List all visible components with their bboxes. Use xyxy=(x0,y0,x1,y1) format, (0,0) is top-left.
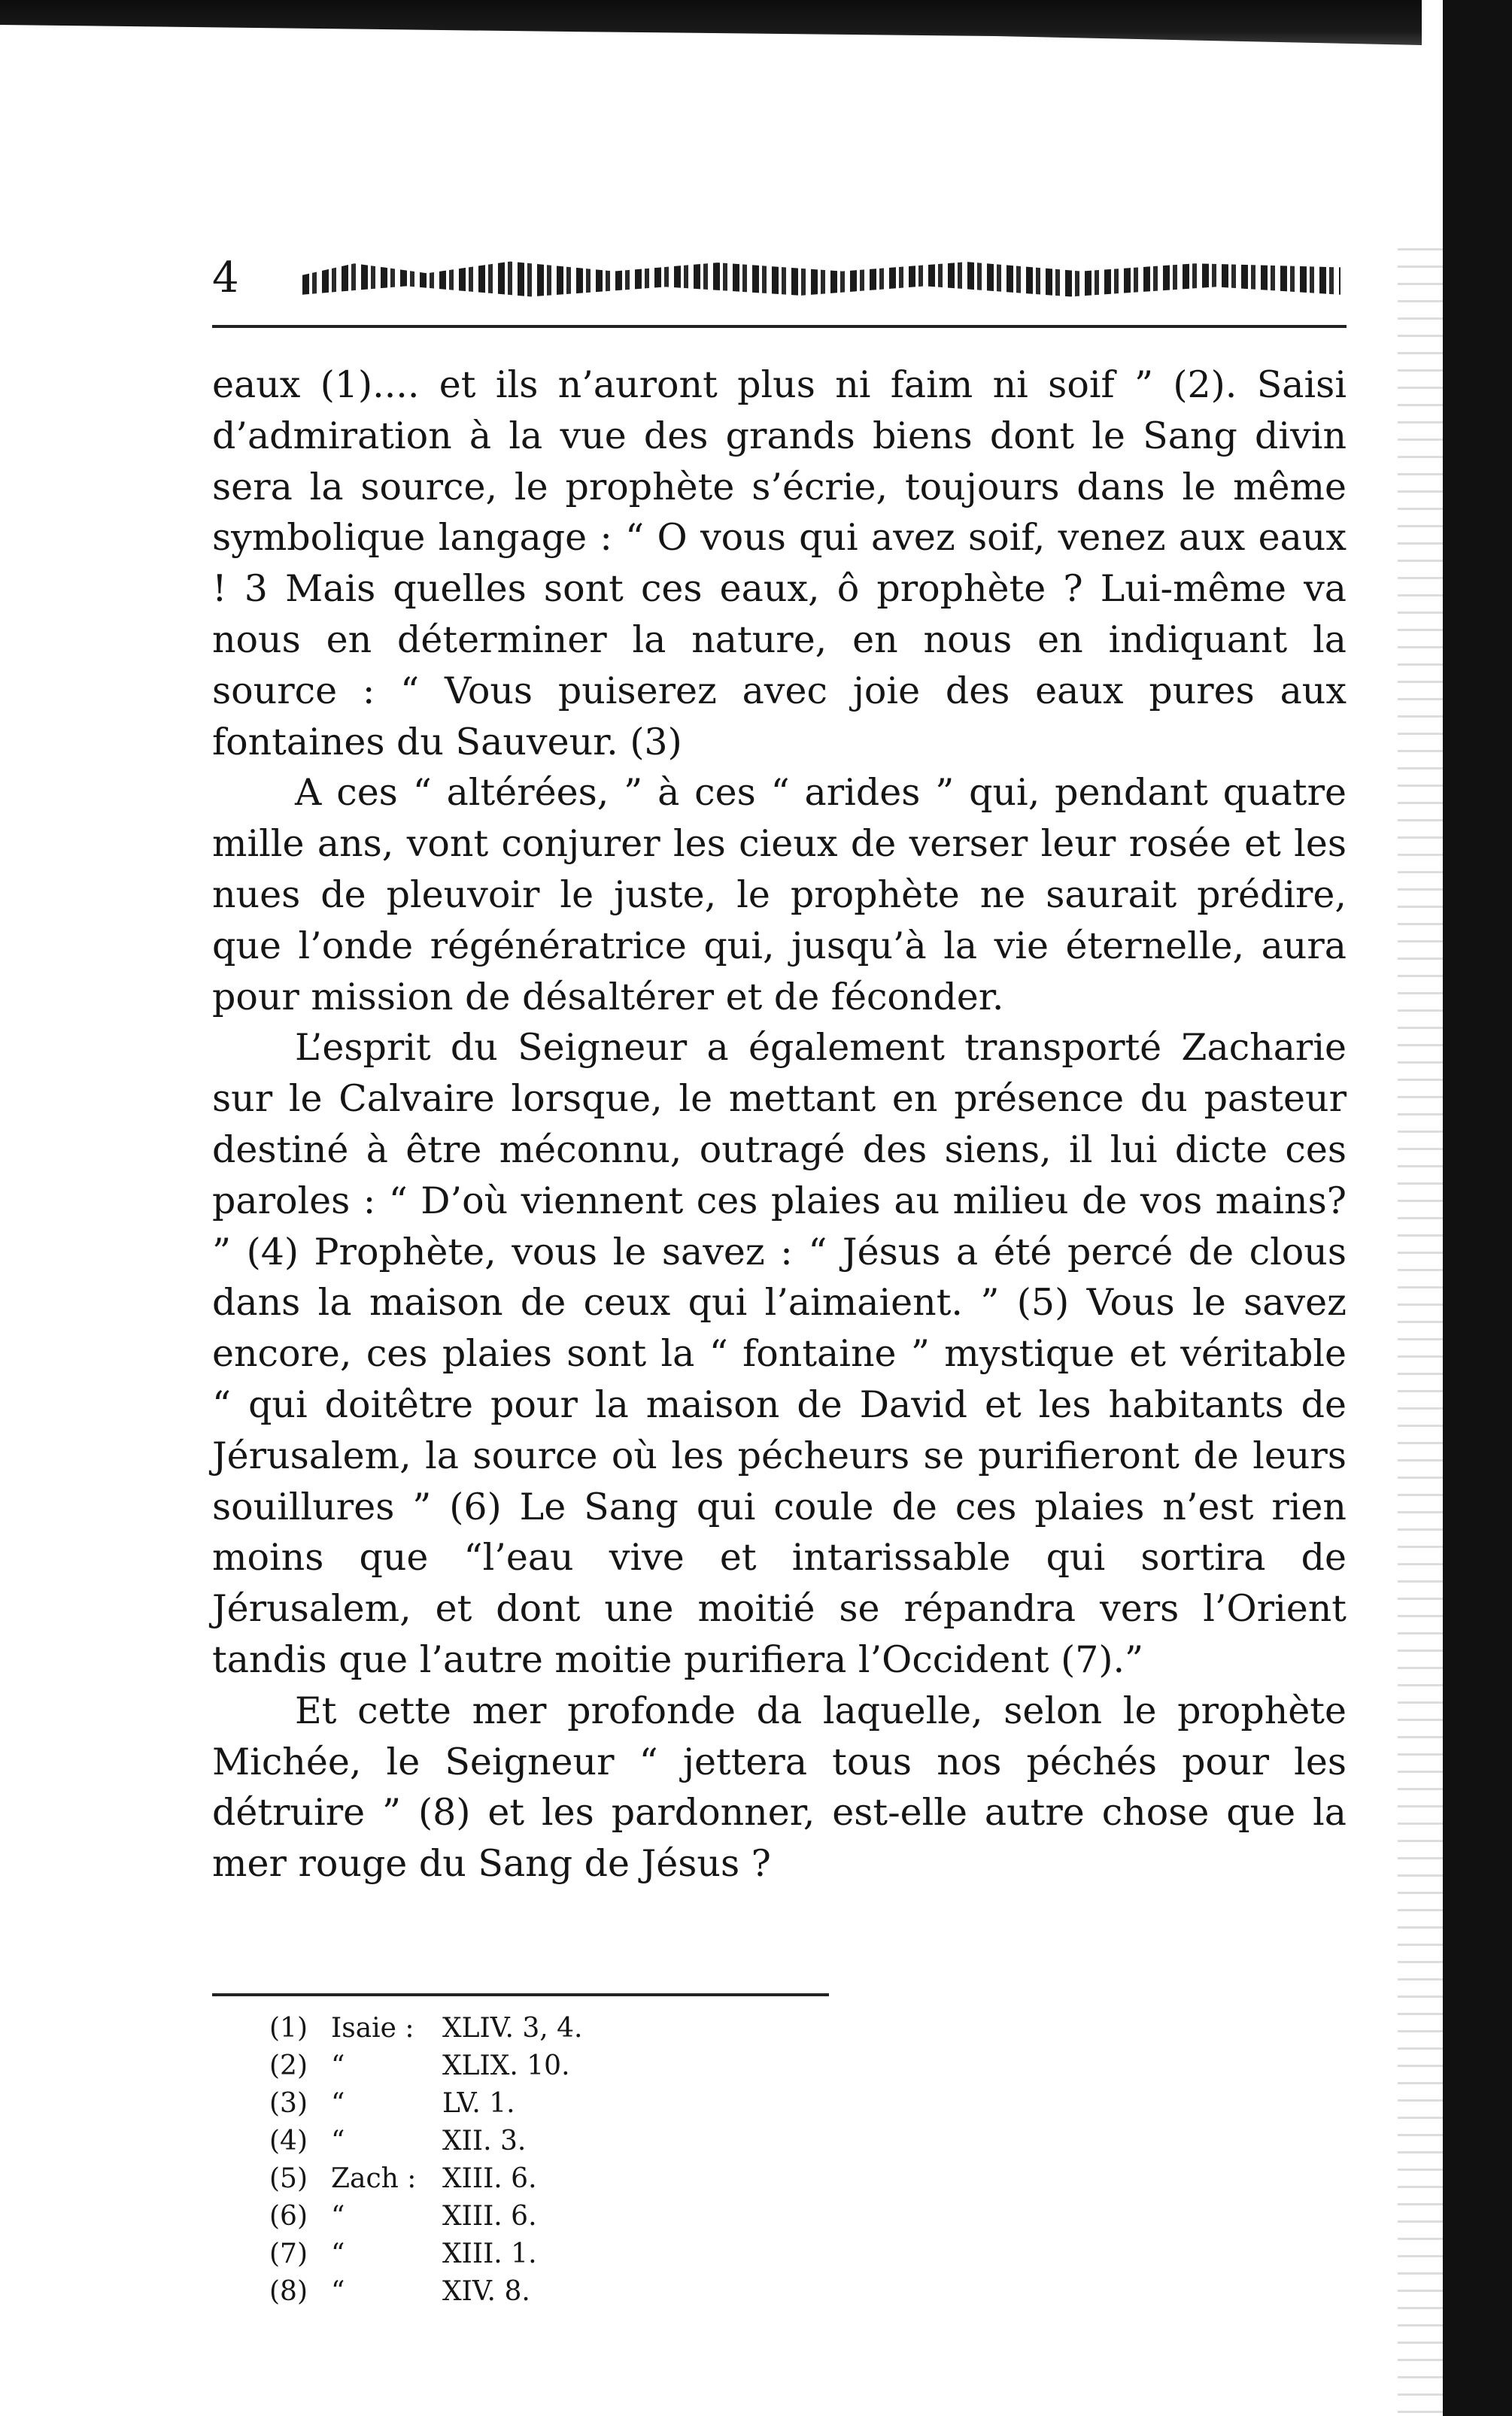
footnote-reference: XII. 3. xyxy=(442,2126,527,2156)
footnote-5 xyxy=(269,2160,946,2198)
footnote-book: “ xyxy=(331,2050,345,2081)
footnote-reference: XIII. 6. xyxy=(442,2163,537,2194)
footnote-number: (5) xyxy=(269,2163,308,2194)
scan-margin-speckle xyxy=(1398,248,1443,2414)
paragraph-2: A ces “ altérées, ” à ces “ arides ” qui, pendant quatre mille ans, vont conjurer les cieux de verser leur rosée et les nues de pleuvoir le juste, le prophète ne saurait prédire, que l’onde régénératrice qui, jusqu’à la vie éternelle, aura pour mission de désaltérer et de féconder. xyxy=(212,771,1347,1018)
paragraph-4: Et cette mer profonde da laquelle, selon le prophète Michée, le Seigneur “ jettera tous nos péchés pour les détruire ” (8) et les pardonner, est-elle autre chose que la mer rouge du Sang de Jésus ? xyxy=(212,1689,1347,1886)
footnote-book: “ xyxy=(331,2126,345,2156)
footnote-4 xyxy=(269,2123,946,2160)
footnote-number: (8) xyxy=(269,2276,308,2307)
paragraph-1: eaux (1).... et ils n’auront plus ni faim ni soif ” (2). Saisi d’admiration à la vue des grands biens dont le Sang divin sera la source, le prophète s’écrie, toujours dans le même symbolique langage : “ O vous qui avez soif, venez aux eaux ! 3 Mais quelles sont ces eaux, ô prophète ? Lui-même va nous en déterminer la nature, en nous en indiquant la source : “ Vous puiserez avec joie des eaux pures aux fontaines du Sauveur. (3) xyxy=(212,363,1347,763)
footnote-reference: XLIX. 10. xyxy=(442,2050,570,2081)
footnote-book: “ xyxy=(331,2088,345,2119)
footnote-reference: XIII. 6. xyxy=(442,2201,537,2232)
scan-right-edge xyxy=(1443,0,1512,2416)
footnote-1 xyxy=(269,2010,946,2047)
paragraph-3: L’esprit du Seigneur a également transporté Zacharie sur le Calvaire lorsque, le mettant en présence du pasteur destiné à être méconnu, outragé des siens, il lui dicte ces paroles : “ D’où viennent ces plaies au milieu de vos mains? ” (4) Prophète, vous le savez : “ Jésus a été percé de clous dans la maison de ceux qui l’aimaient. ” (5) Vous le savez encore, ces plaies sont la “ fontaine ” mystique et véritable “ qui doitêtre pour la maison de David et les habitants de Jérusalem, la source où les pécheurs se purifieront de leurs souillures ” (6) Le Sang qui coule de ces plaies n’est rien moins que “l’eau vive et intarissable qui sortira de Jérusalem, et dont une moitié se répandra vers l’Orient tandis que l’autre moitie purifiera l’Occident (7).” xyxy=(212,1026,1347,1681)
footnote-book: “ xyxy=(331,2201,345,2232)
footnote-number: (3) xyxy=(269,2088,308,2119)
header-rule xyxy=(212,325,1347,328)
footnote-number: (2) xyxy=(269,2050,308,2081)
footnote-book: Zach : xyxy=(331,2163,417,2194)
footnote-reference: XIII. 1. xyxy=(442,2238,537,2269)
main-text xyxy=(212,360,1347,1889)
footnote-number: (1) xyxy=(269,2013,308,2044)
footnote-7 xyxy=(269,2235,946,2273)
footnote-rule xyxy=(212,1993,829,1996)
running-title-ornament xyxy=(302,260,1340,299)
footnote-number: (4) xyxy=(269,2126,308,2156)
footnote-8 xyxy=(269,2273,946,2311)
footnote-number: (6) xyxy=(269,2201,308,2232)
footnote-6 xyxy=(269,2198,946,2235)
footnote-3 xyxy=(269,2085,946,2123)
footnote-2 xyxy=(269,2047,946,2085)
footnote-book: Isaie : xyxy=(331,2013,414,2044)
footnote-reference: XLIV. 3, 4. xyxy=(442,2013,583,2044)
footnotes xyxy=(269,2010,946,2311)
footnote-reference: XIV. 8. xyxy=(442,2276,530,2307)
scan-top-edge xyxy=(0,0,1422,45)
footnote-book: “ xyxy=(331,2276,345,2307)
page-number: 4 xyxy=(212,253,239,302)
footnote-number: (7) xyxy=(269,2238,308,2269)
footnote-reference: LV. 1. xyxy=(442,2088,515,2119)
footnote-book: “ xyxy=(331,2238,345,2269)
page-header xyxy=(212,252,1347,320)
